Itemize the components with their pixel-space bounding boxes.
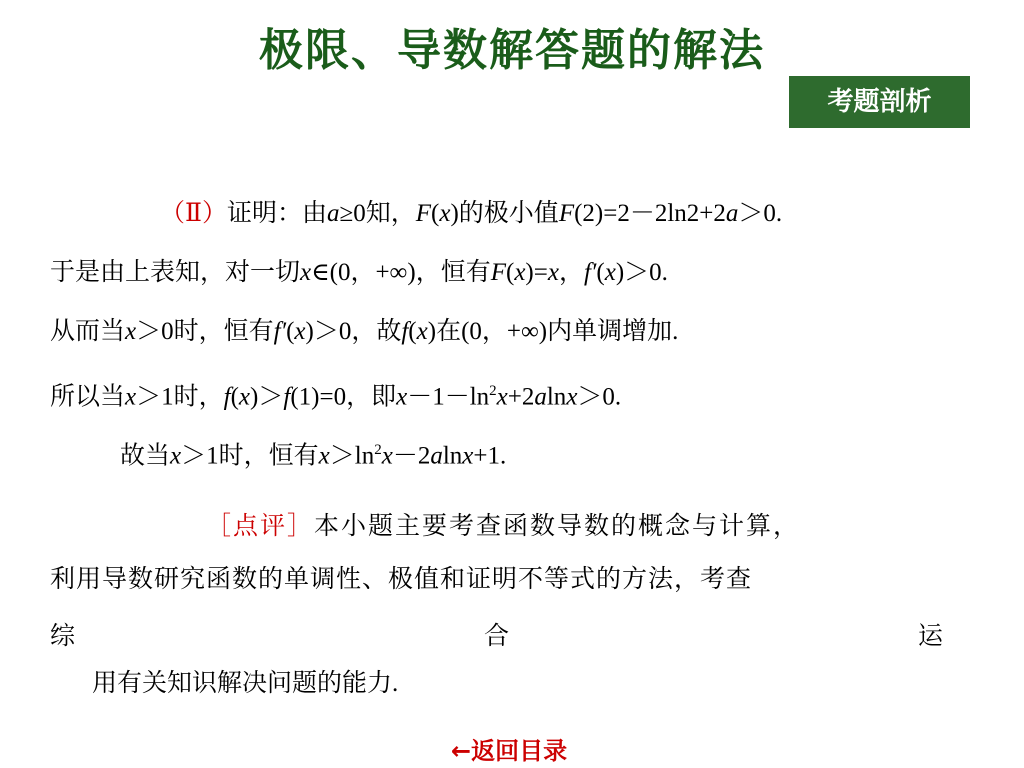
part-label: （Ⅱ） — [160, 200, 227, 227]
proof-line-1: （Ⅱ）证明：由a≥0知，F(x)的极小值F(2)=2－2ln2+2a＞0. — [160, 200, 783, 227]
proof-line-3: 从而当x＞0时，恒有f′(x)＞0，故f(x)在(0，+∞)内单调增加. — [50, 318, 679, 345]
proof-line-5: 故当x＞1时，恒有$x>\ln^2x-2alnx+1$. — [120, 442, 507, 470]
proof-line-2: 于是由上表知，对一切x∈(0，+∞)，恒有F(x)=x，f′(x)＞0. — [50, 259, 668, 286]
comment-tag: ［点评］ — [206, 513, 315, 540]
comment-line-4: 用有关知识解决问题的能力. — [92, 670, 399, 697]
comment-line-3: 综 合 运 — [50, 623, 943, 650]
page-title: 极限、导数解答题的解法 — [259, 25, 765, 76]
comment-line-1: ［点评］本小题主要考查函数导数的概念与计算， — [206, 513, 801, 540]
proof-line-4: 所以当x＞1时，f(x)＞f(1)=0，即$x-1-\ln^2x+2alnx>0$. — [50, 383, 622, 411]
comment-line-2: 利用导数研究函数的单调性、极值和证明不等式的方法，考查 — [50, 566, 753, 593]
back-to-contents-link[interactable]: ←返回目录 — [451, 737, 568, 765]
section-badge: 考题剖析 — [789, 76, 970, 128]
